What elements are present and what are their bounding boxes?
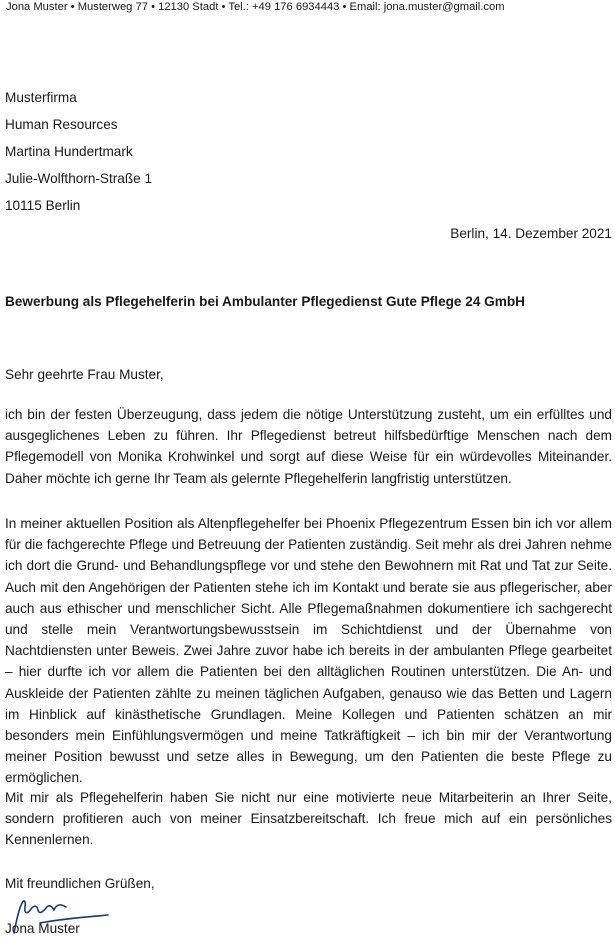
letter-date: Berlin, 14. Dezember 2021 xyxy=(450,226,612,241)
recipient-city: 10115 Berlin xyxy=(5,198,81,213)
paragraph-closing: Mit mir als Pflegehelferin haben Sie nicht nur eine motivierte neue Mitarbeiterin an Ihrer Seite, sondern profitieren auch von meiner Einsatzbereitschaft. Ich freue mich auf ein persönliches Kennenlernen. xyxy=(5,790,612,848)
sender-header-line: Jona Muster • Musterweg 77 • 12130 Stadt • Tel.: +49 176 6934443 • Email: jona.muster@gmail.com xyxy=(6,1,505,13)
paragraph-experience: In meiner aktuellen Position als Altenpflegehelfer bei Phoenix Pflegezentrum Essen bin ich vor allem für die fachgerechte Pflege und Betreuung der Patienten zuständig. Seit mehr als drei Jahren nehme ich dort die Grund- und Behandlungspflege vor und stehe den Bewohnern mit Rat und Tat zur Seite. Auch mit den Angehörigen der Patienten stehe ich im Kontakt und berate sie aus pflegerischer, aber auch aus ethischer und menschlicher Sicht. Alle Pflegemaßnahmen dokumentiere ich sachgerecht und stelle mein Verantwortungsbewusstsein im Schichtdienst und der Übernahme von Nachtdiensten unter Beweis. Zwei Jahre zuvor habe ich bereits in der ambulanten Pflege gearbeitet – hier durfte ich vor allem die Patienten bei den alltäglichen Routinen unterstützen. Die An- und Auskleide der Patienten zählte zu meinen täglichen Aufgaben, genauso wie das Betten und Lagern im Hinblick auf kinästhetische Grundlagen. Meine Kollegen und Patienten schätzen an mir besonders mein Einfühlungsvermögen und meine Tatkräftigkeit – ich bin mir der Verantwortung meiner Position bewusst und setze alles in Bewegung, um den Patienten die beste Pflege zu ermöglichen. xyxy=(5,516,612,786)
recipient-street: Julie-Wolfthorn-Straße 1 xyxy=(5,171,153,186)
salutation: Sehr geehrte Frau Muster, xyxy=(5,367,164,382)
closing-phrase: Mit freundlichen Grüßen, xyxy=(5,876,155,891)
recipient-contact: Martina Hundertmark xyxy=(5,144,133,159)
signature-name: Jona Muster xyxy=(5,921,80,936)
letter-subject: Bewerbung als Pflegehelferin bei Ambulanter Pflegedienst Gute Pflege 24 GmbH xyxy=(5,294,525,309)
paragraph-intro: ich bin der festen Überzeugung, dass jedem die nötige Unterstützung zusteht, um ein erfülltes und ausgeglichenes Leben zu führen. Ihr Pflegedienst betreut hilfsbedürftige Menschen nach dem Pflegemodell von Monika Krohwinkel und sorgt auf diese Weise für ein würdevolles Miteinander. Daher möchte ich gerne Ihr Team als gelernte Pflegehelferin langfristig unterstützen. xyxy=(5,407,612,486)
recipient-department: Human Resources xyxy=(5,117,118,132)
recipient-company: Musterfirma xyxy=(5,90,77,105)
